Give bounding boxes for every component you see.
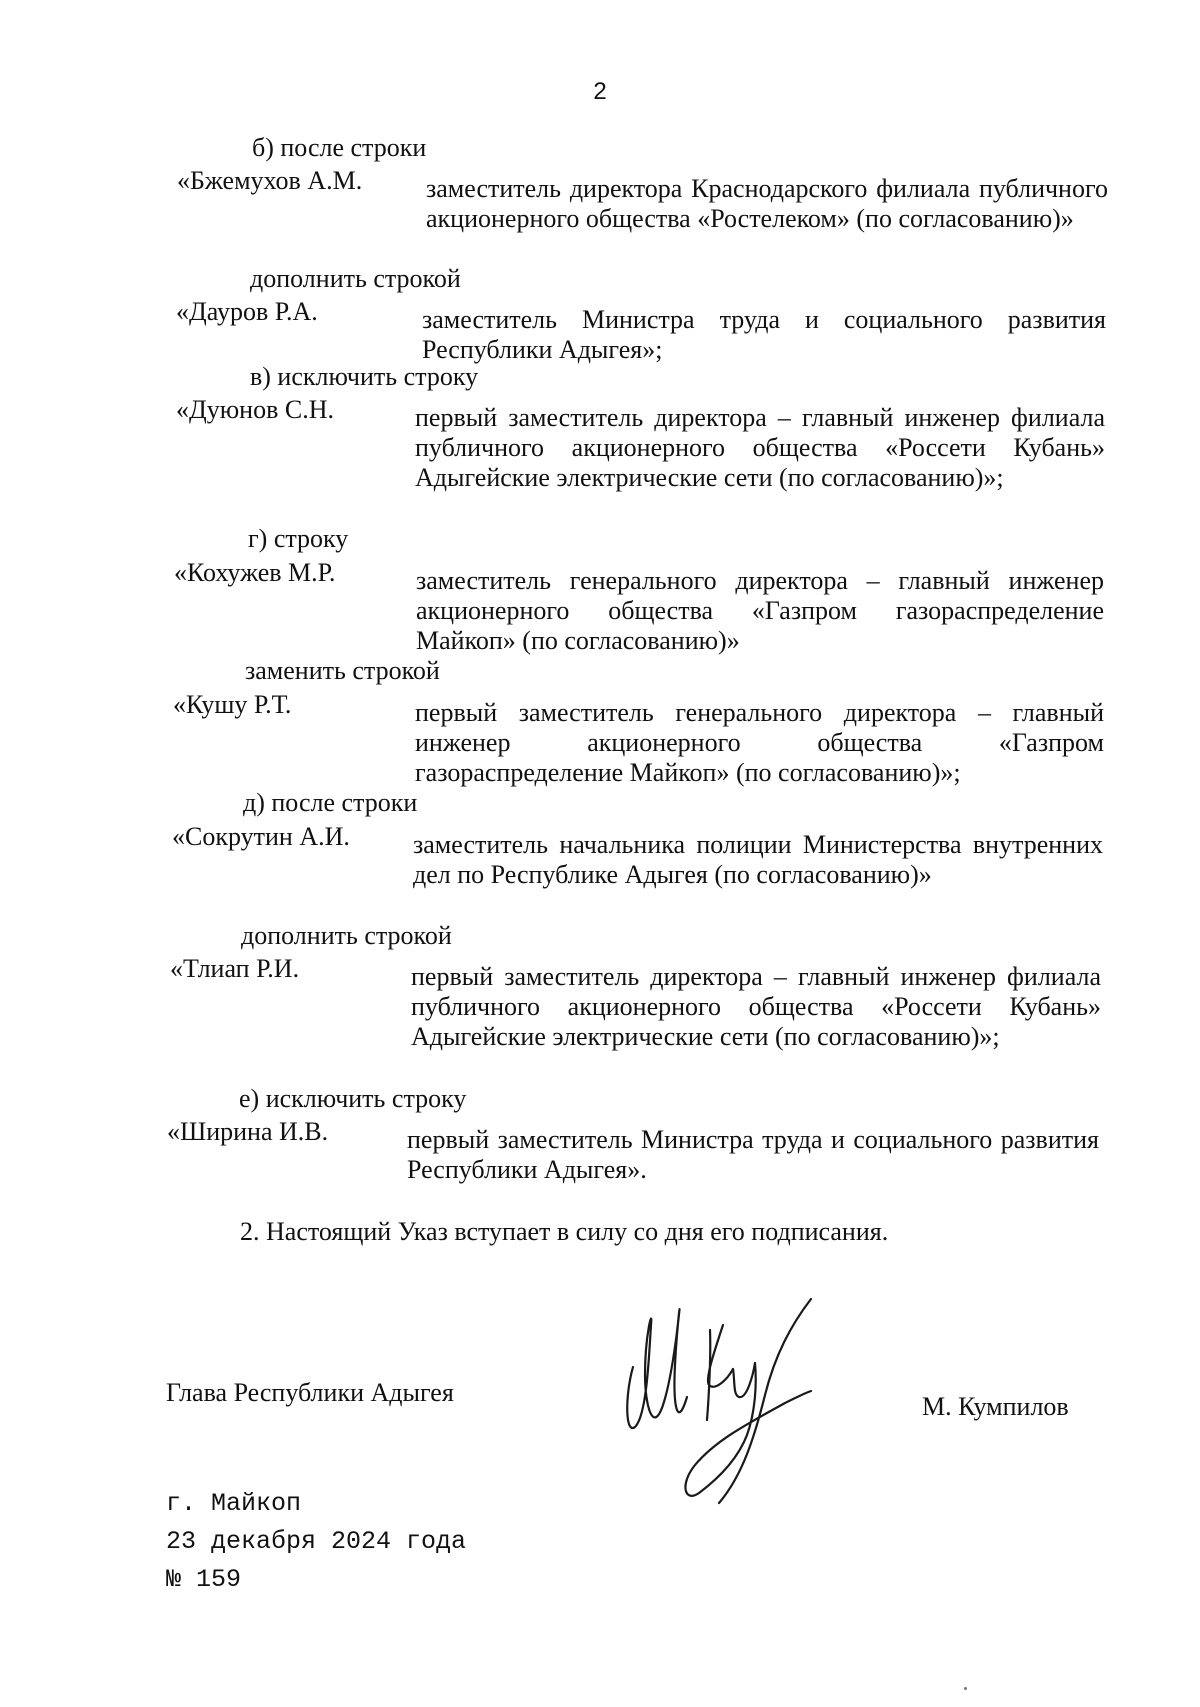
amendment-instruction: дополнить строкой — [241, 921, 452, 950]
amendment-instruction: в) исключить строку — [250, 362, 479, 391]
entry-name: «Кохужев М.Р. — [174, 558, 336, 587]
amendment-instruction: заменить строкой — [245, 656, 440, 685]
amendment-instruction: б) после строки — [252, 133, 427, 162]
entry-description: заместитель начальника полиции Министерства внутренних дел по Республике Адыгея (по согласованию)» — [413, 830, 1103, 889]
entry-description: заместитель директора Краснодарского филиала публичного акционерного общества «Ростелеком» (по согласованию)» — [426, 174, 1108, 233]
signatory-name: М. Кумпилов — [922, 1392, 1069, 1421]
entry-description: заместитель Министра труда и социального развития Республики Адыгея»; — [422, 305, 1106, 364]
amendment-instruction: е) исключить строку — [239, 1084, 467, 1113]
entry-name: «Ширина И.В. — [167, 1117, 329, 1146]
entry-name: «Кушу Р.Т. — [173, 690, 292, 719]
entry-description: заместитель генерального директора – главный инженер акционерного общества «Газпром газораспределение Майкоп» (по согласованию)» — [416, 566, 1104, 655]
amendment-instruction: г) строку — [248, 524, 349, 553]
entry-description: первый заместитель генерального директора – главный инженер акционерного общества «Газпром газораспределение Майкоп» (по согласованию)»; — [415, 698, 1104, 787]
amendment-instruction: дополнить строкой — [250, 264, 461, 293]
amendment-instruction: д) после строки — [243, 788, 418, 817]
final-paragraph: 2. Настоящий Указ вступает в силу со дня его подписания. — [240, 1217, 889, 1246]
date: 23 декабря 2024 года — [166, 1527, 467, 1556]
scan-speck — [964, 1687, 967, 1690]
entry-name: «Сокрутин А.И. — [172, 822, 350, 851]
place-date-block — [166, 1485, 466, 1599]
entry-name: «Тлиап Р.И. — [170, 954, 300, 983]
entry-description: первый заместитель директора – главный инженер филиала публичного акционерного общества «Россети Кубань» Адыгейские электрические сети (по согласованию)»; — [411, 962, 1101, 1051]
entry-description: первый заместитель Министра труда и социального развития Республики Адыгея». — [407, 1125, 1099, 1184]
page-number: 2 — [593, 78, 607, 105]
document-number: № 159 — [166, 1565, 242, 1594]
handwritten-signature — [615, 1285, 855, 1515]
entry-name: «Дауров Р.А. — [176, 297, 318, 326]
place: г. Майкоп — [166, 1489, 302, 1518]
entry-name: «Бжемухов А.М. — [177, 166, 363, 195]
entry-name: «Дуюнов С.Н. — [176, 395, 334, 424]
entry-description: первый заместитель директора – главный инженер филиала публичного акционерного общества «Россети Кубань» Адыгейские электрические сети (по согласованию)»; — [415, 403, 1105, 492]
signatory-position: Глава Республики Адыгея — [166, 1378, 454, 1407]
